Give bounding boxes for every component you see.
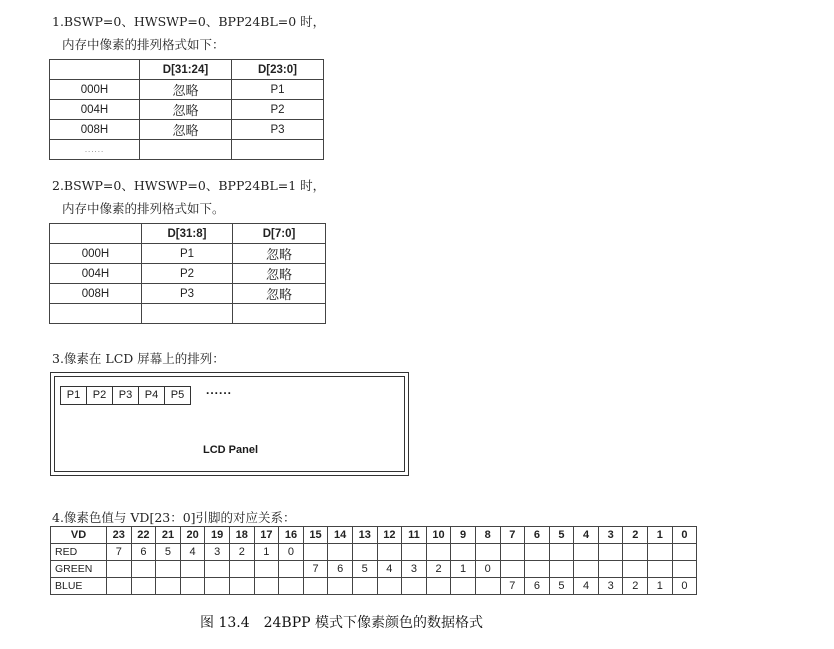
vd-bit-cell: 0 — [672, 578, 697, 595]
table-row — [50, 80, 324, 100]
pixel-cell: P3 — [112, 386, 139, 405]
vd-bit-cell — [525, 561, 550, 578]
vd-bit-cell — [156, 561, 181, 578]
data-cell — [233, 304, 326, 324]
vd-bit-cell: 5 — [156, 544, 181, 561]
table-row — [50, 140, 324, 160]
data-cell — [232, 140, 324, 160]
vd-bit-cell — [156, 578, 181, 595]
address-cell: 000H — [50, 244, 142, 264]
vd-bit-cell — [574, 561, 599, 578]
vd-bit-header: 14 — [328, 527, 353, 544]
vd-bit-cell: 0 — [475, 561, 500, 578]
vd-bit-header: 12 — [377, 527, 402, 544]
pixel-ellipsis: ...... — [206, 383, 233, 397]
data-cell — [140, 140, 232, 160]
vd-bit-cell — [500, 544, 525, 561]
data-cell: P2 — [142, 264, 233, 284]
vd-bit-cell — [279, 578, 304, 595]
vd-bit-cell: 3 — [402, 561, 427, 578]
vd-bit-header: 2 — [623, 527, 648, 544]
data-cell: P2 — [232, 100, 324, 120]
vd-bit-cell: 2 — [426, 561, 451, 578]
vd-bit-cell — [180, 561, 205, 578]
vd-bit-cell: 6 — [328, 561, 353, 578]
pixel-cell: P2 — [86, 386, 113, 405]
vd-bit-cell: 5 — [549, 578, 574, 595]
vd-bit-cell — [402, 578, 427, 595]
table-row — [50, 244, 326, 264]
section3-title: 3.像素在 LCD 屏幕上的排列： — [52, 351, 225, 366]
vd-bit-header: 7 — [500, 527, 525, 544]
vd-bit-cell — [574, 544, 599, 561]
vd-bit-header: 9 — [451, 527, 476, 544]
vd-bit-cell — [426, 544, 451, 561]
vd-bit-cell — [426, 578, 451, 595]
table-header-row — [50, 60, 324, 80]
vd-bit-cell — [180, 578, 205, 595]
address-cell: 008H — [50, 284, 142, 304]
vd-bit-header: 17 — [254, 527, 279, 544]
section4-title: 4.像素色值与 VD[23：0]引脚的对应关系： — [52, 510, 296, 525]
vd-bit-header: 19 — [205, 527, 230, 544]
vd-bit-cell — [475, 578, 500, 595]
vd-bit-cell — [303, 578, 328, 595]
vd-bit-cell — [377, 578, 402, 595]
section1-subtitle: 内存中像素的排列格式如下： — [62, 37, 225, 52]
vd-bit-header: 8 — [475, 527, 500, 544]
data-cell — [142, 304, 233, 324]
address-cell: 000H — [50, 80, 140, 100]
header-cell — [50, 224, 142, 244]
data-cell: 忽略 — [140, 80, 232, 100]
vd-bit-cell: 3 — [598, 578, 623, 595]
vd-mapping-table — [50, 526, 697, 595]
vd-bit-cell — [205, 578, 230, 595]
data-cell: 忽略 — [233, 284, 326, 304]
vd-bit-cell — [328, 578, 353, 595]
vd-bit-cell: 4 — [377, 561, 402, 578]
pixel-cell: P5 — [164, 386, 191, 405]
vd-bit-cell — [451, 578, 476, 595]
header-cell: D[31:8] — [142, 224, 233, 244]
section2-subtitle: 内存中像素的排列格式如下。 — [62, 201, 225, 216]
header-cell — [50, 60, 140, 80]
vd-bit-cell: 4 — [574, 578, 599, 595]
address-cell: ...... — [50, 140, 140, 160]
data-cell: 忽略 — [140, 120, 232, 140]
vd-bit-cell — [648, 544, 673, 561]
pixel-row — [61, 386, 191, 405]
header-cell: D[7:0] — [233, 224, 326, 244]
vd-bit-header: 6 — [525, 527, 550, 544]
vd-bit-cell — [107, 578, 132, 595]
vd-bit-cell: 6 — [131, 544, 156, 561]
vd-bit-cell — [254, 578, 279, 595]
vd-bit-cell — [598, 544, 623, 561]
vd-bit-cell: 3 — [205, 544, 230, 561]
vd-bit-header: 11 — [402, 527, 427, 544]
pixel-cell: P1 — [60, 386, 87, 405]
table-row — [50, 264, 326, 284]
data-cell: P1 — [232, 80, 324, 100]
table-row — [50, 304, 326, 324]
vd-bit-cell — [131, 561, 156, 578]
vd-bit-cell — [451, 544, 476, 561]
vd-bit-cell — [598, 561, 623, 578]
header-cell: D[31:24] — [140, 60, 232, 80]
vd-bit-cell: 7 — [303, 561, 328, 578]
section1-title: 1.BSWP=0、HWSWP=0、BPP24BL=0 时， — [52, 14, 326, 29]
vd-bit-cell: 1 — [648, 578, 673, 595]
vd-bit-cell — [279, 561, 304, 578]
vd-bit-cell — [672, 561, 697, 578]
vd-bit-cell — [229, 561, 254, 578]
vd-bit-cell: 6 — [525, 578, 550, 595]
vd-bit-cell — [648, 561, 673, 578]
table-row — [50, 120, 324, 140]
vd-bit-header: 18 — [229, 527, 254, 544]
vd-bit-cell: 5 — [352, 561, 377, 578]
address-cell: 004H — [50, 264, 142, 284]
section2-title: 2.BSWP=0、HWSWP=0、BPP24BL=1 时， — [52, 178, 326, 193]
address-cell — [50, 304, 142, 324]
vd-bit-header: 10 — [426, 527, 451, 544]
data-cell: P3 — [142, 284, 233, 304]
figure-caption: 图 13.4 24BPP 模式下像素颜色的数据格式 — [200, 615, 484, 631]
vd-bit-cell: 2 — [623, 578, 648, 595]
vd-bit-cell: 4 — [180, 544, 205, 561]
vd-row-label: BLUE — [51, 578, 107, 595]
vd-bit-cell — [131, 578, 156, 595]
vd-bit-cell — [672, 544, 697, 561]
vd-bit-cell — [623, 544, 648, 561]
vd-bit-header: 1 — [648, 527, 673, 544]
vd-bit-header: 20 — [180, 527, 205, 544]
vd-bit-cell — [107, 561, 132, 578]
address-cell: 004H — [50, 100, 140, 120]
vd-row-green — [51, 561, 697, 578]
data-cell: 忽略 — [140, 100, 232, 120]
vd-bit-header: 16 — [279, 527, 304, 544]
vd-bit-cell — [549, 561, 574, 578]
table-header-row — [50, 224, 326, 244]
vd-bit-cell — [525, 544, 550, 561]
vd-bit-header: 22 — [131, 527, 156, 544]
vd-bit-cell — [377, 544, 402, 561]
vd-bit-header: 0 — [672, 527, 697, 544]
vd-bit-cell — [549, 544, 574, 561]
vd-bit-cell — [352, 544, 377, 561]
vd-bit-header: 13 — [352, 527, 377, 544]
pixel-cell: P4 — [138, 386, 165, 405]
data-cell: P1 — [142, 244, 233, 264]
vd-bit-cell: 1 — [254, 544, 279, 561]
vd-row-label: GREEN — [51, 561, 107, 578]
vd-header-row — [51, 527, 697, 544]
data-cell: 忽略 — [233, 244, 326, 264]
vd-bit-cell — [254, 561, 279, 578]
vd-bit-cell: 7 — [107, 544, 132, 561]
address-cell: 008H — [50, 120, 140, 140]
vd-bit-cell — [229, 578, 254, 595]
vd-bit-cell — [328, 544, 353, 561]
header-cell: D[23:0] — [232, 60, 324, 80]
lcd-panel — [50, 372, 409, 476]
vd-bit-cell — [500, 561, 525, 578]
vd-bit-header: 21 — [156, 527, 181, 544]
vd-bit-cell — [352, 578, 377, 595]
memory-table-2 — [49, 223, 326, 324]
lcd-panel-label: LCD Panel — [203, 444, 259, 456]
vd-row-red — [51, 544, 697, 561]
vd-bit-cell: 2 — [229, 544, 254, 561]
vd-bit-header: 4 — [574, 527, 599, 544]
vd-bit-cell — [303, 544, 328, 561]
vd-bit-cell — [475, 544, 500, 561]
memory-table-1 — [49, 59, 324, 160]
vd-bit-cell: 1 — [451, 561, 476, 578]
vd-row-blue — [51, 578, 697, 595]
vd-bit-cell — [205, 561, 230, 578]
data-cell: 忽略 — [233, 264, 326, 284]
vd-bit-header: 3 — [598, 527, 623, 544]
lcd-panel-inner — [54, 376, 405, 472]
table-row — [50, 100, 324, 120]
vd-header-label: VD — [51, 527, 107, 544]
vd-bit-header: 5 — [549, 527, 574, 544]
vd-bit-header: 15 — [303, 527, 328, 544]
vd-bit-cell — [402, 544, 427, 561]
vd-bit-cell — [623, 561, 648, 578]
table-row — [50, 284, 326, 304]
vd-bit-cell: 7 — [500, 578, 525, 595]
vd-row-label: RED — [51, 544, 107, 561]
vd-bit-cell: 0 — [279, 544, 304, 561]
vd-bit-header: 23 — [107, 527, 132, 544]
data-cell: P3 — [232, 120, 324, 140]
